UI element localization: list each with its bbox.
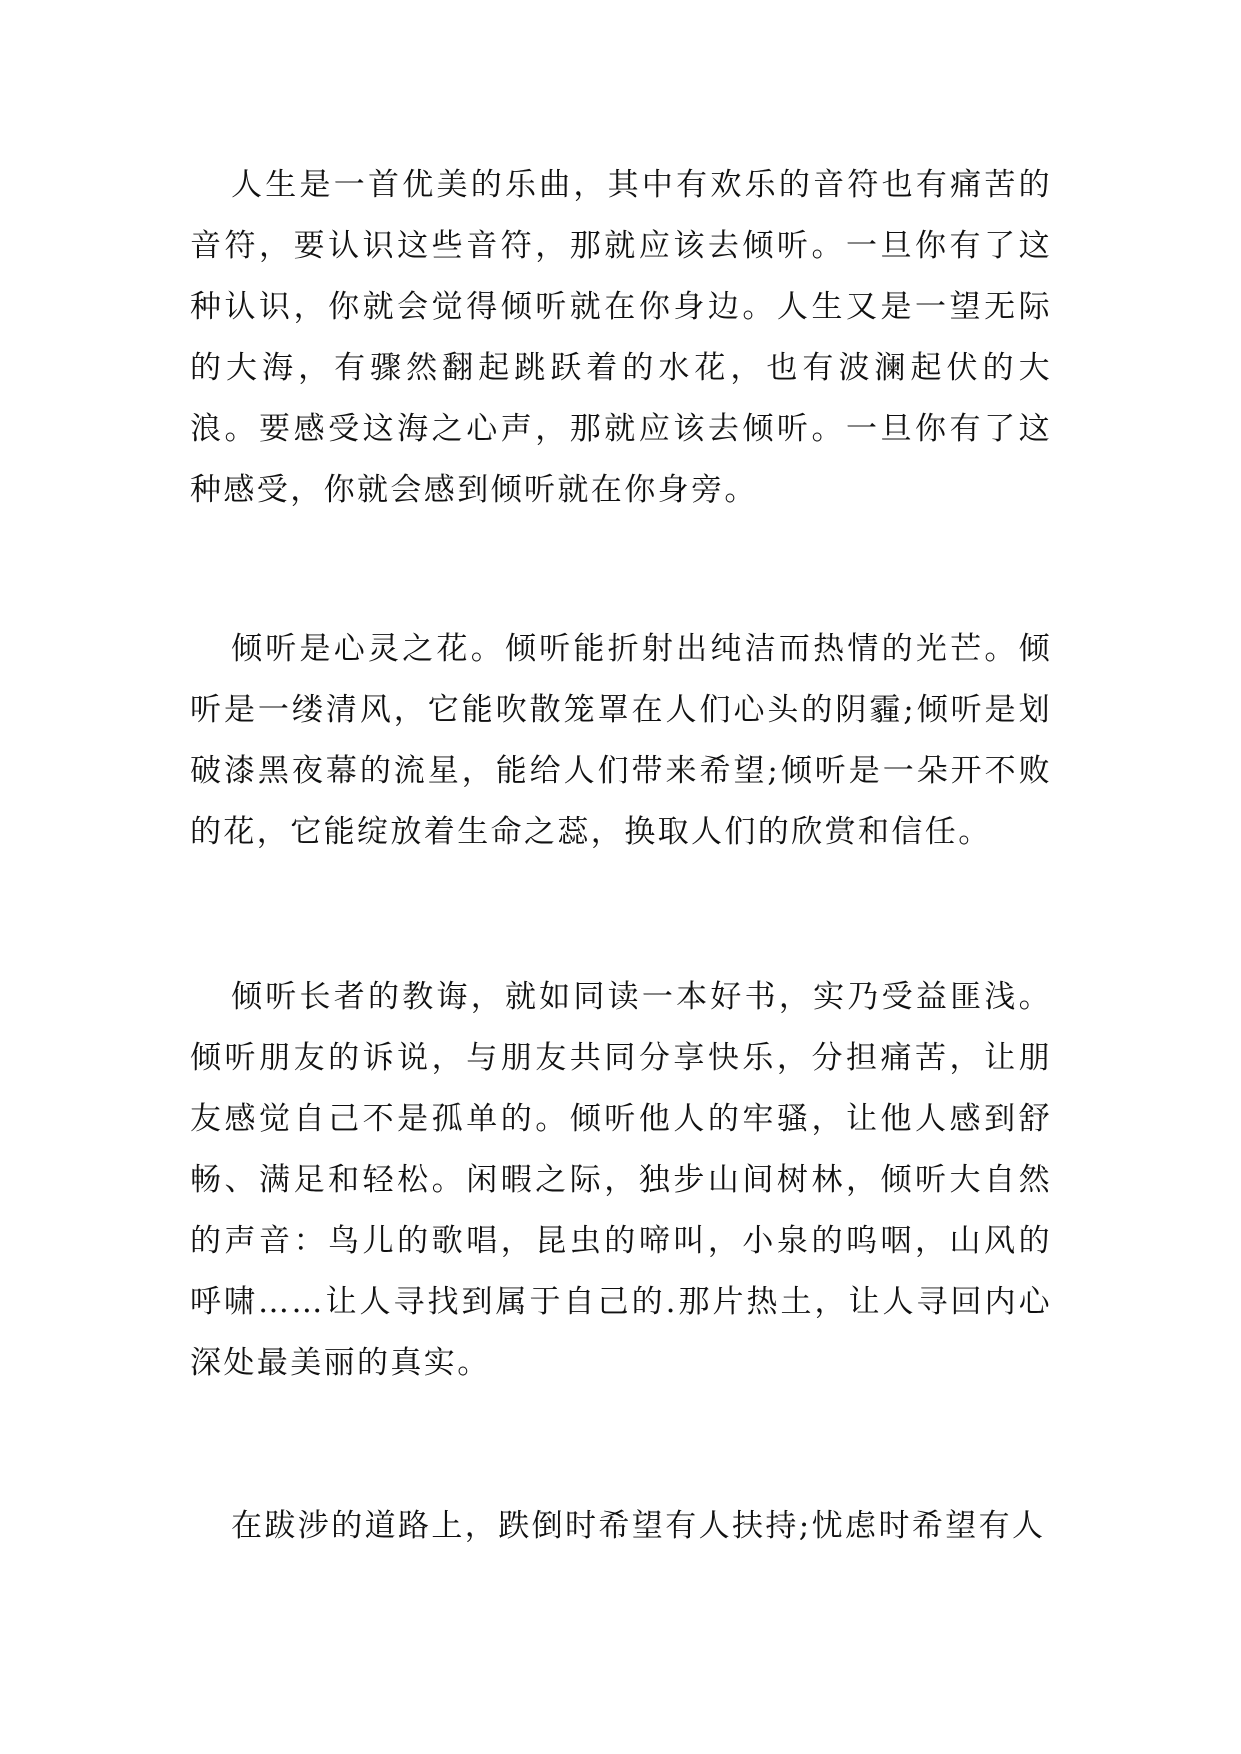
paragraph-2: 倾听是心灵之花。倾听能折射出纯洁而热情的光芒。倾听是一缕清风，它能吹散笼罩在人们心头的阴霾;倾听是划破漆黑夜幕的流星，能给人们带来希望;倾听是一朵开不败的花，它能绽放着生命之蕊，换取人们的欣赏和信任。	[190, 631, 1052, 850]
paragraph-3: 倾听长者的教诲，就如同读一本好书，实乃受益匪浅。倾听朋友的诉说，与朋友共同分享快乐，分担痛苦，让朋友感觉自己不是孤单的。倾听他人的牢骚，让他人感到舒畅、满足和轻松。闲暇之际，独步山间树林，倾听大自然的声音：鸟儿的歌唱，昆虫的啼叫，小泉的呜咽，山风的呼啸……让人寻找到属于自己的.那片热土，让人寻回内心深处最美丽的真实。	[190, 979, 1052, 1381]
paragraph-4: 在跋涉的道路上，跌倒时希望有人扶持;忧虑时希望有人	[231, 1508, 1046, 1544]
paragraph-1: 人生是一首优美的乐曲，其中有欢乐的音符也有痛苦的音符，要认识这些音符，那就应该去倾听。一旦你有了这种认识，你就会觉得倾听就在你身边。人生又是一望无际的大海，有骤然翻起跳跃着的水花，也有波澜起伏的大浪。要感受这海之心声，那就应该去倾听。一旦你有了这种感受，你就会感到倾听就在你身旁。	[190, 167, 1052, 508]
